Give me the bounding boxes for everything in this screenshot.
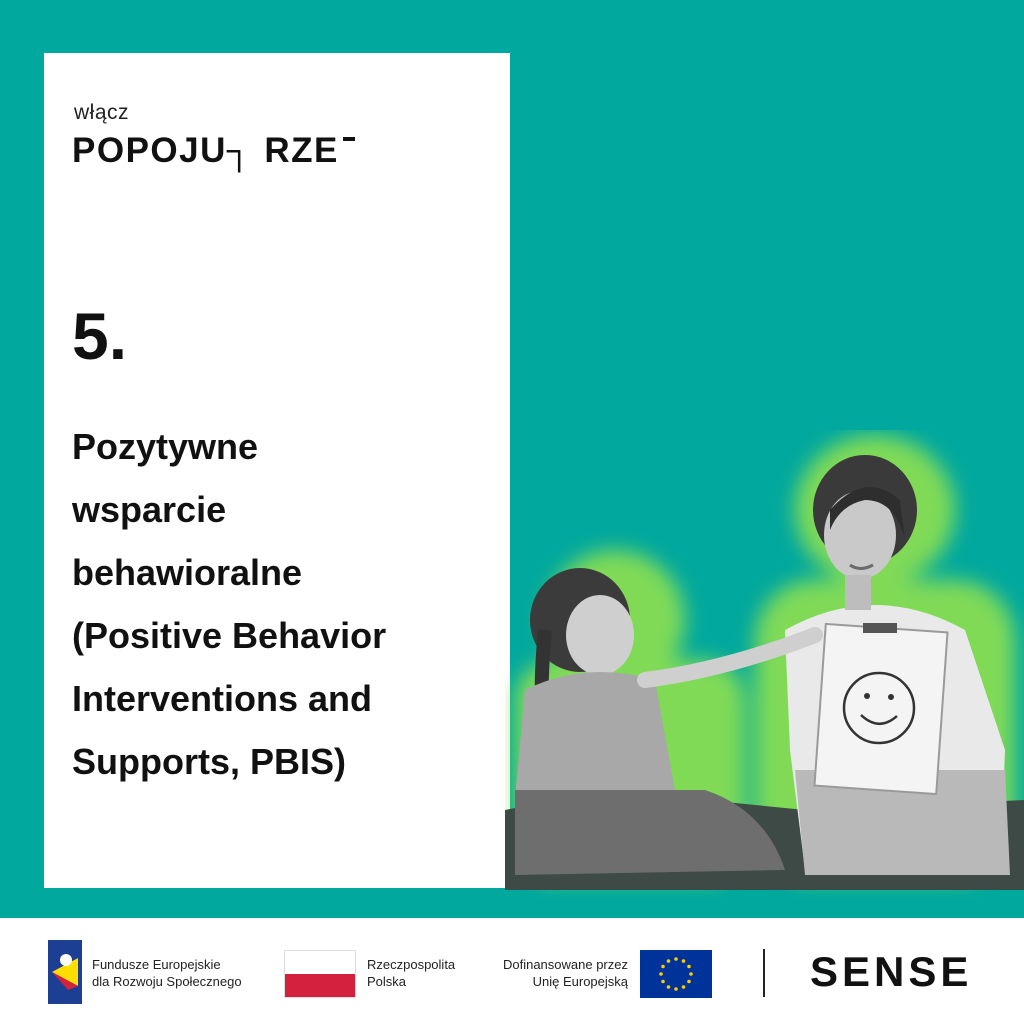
poland-flag-icon — [284, 950, 356, 998]
footer-logos — [0, 918, 1024, 1024]
title-line: Interventions and — [72, 678, 373, 719]
eu-star — [661, 965, 665, 969]
eu-star — [667, 959, 671, 963]
title-line: Supports, PBIS) — [72, 741, 347, 782]
eu-star — [674, 957, 678, 961]
brand-logo-text — [72, 131, 355, 171]
eu-star — [687, 965, 691, 969]
poland-text — [367, 956, 455, 990]
eu-star — [661, 980, 665, 984]
title-line: Pozytywne — [72, 426, 259, 467]
brand-dash-mark — [343, 137, 355, 141]
title-line: behawioralne — [72, 552, 303, 593]
eu-cofunded-line2: Unię Europejską — [532, 974, 628, 989]
eu-star — [689, 972, 693, 976]
eu-star — [682, 959, 686, 963]
smiley-clipboard — [814, 623, 947, 794]
brand-tagline: włącz — [74, 101, 130, 124]
eu-star — [659, 972, 663, 976]
eu-funds-line1: Fundusze Europejskie — [92, 957, 221, 972]
eu-star — [674, 987, 678, 991]
teacher-child-photo — [505, 430, 1024, 920]
title-line: wsparcie — [72, 489, 227, 530]
eu-flag-icon — [640, 950, 712, 998]
eu-star — [687, 980, 691, 984]
content-card — [44, 53, 510, 888]
footer-divider — [763, 949, 765, 997]
section-title — [72, 415, 502, 793]
brand-name: POPOJU┐ RZE — [72, 131, 339, 170]
title-line: (Positive Behavior — [72, 615, 387, 656]
eu-funds-text — [92, 956, 242, 990]
sense-logo: SENSE — [810, 948, 973, 995]
section-number: 5. — [72, 299, 128, 373]
eu-funds-line2: dla Rozwoju Społecznego — [92, 974, 242, 989]
poland-line1: Rzeczpospolita — [367, 957, 456, 972]
eu-cofunded-text — [480, 956, 628, 990]
eu-star — [667, 985, 671, 989]
eu-cofunded-line1: Dofinansowane przez — [502, 957, 628, 972]
poland-line2: Polska — [367, 974, 407, 989]
eu-funds-logo-icon — [48, 940, 82, 1004]
eu-star — [682, 985, 686, 989]
